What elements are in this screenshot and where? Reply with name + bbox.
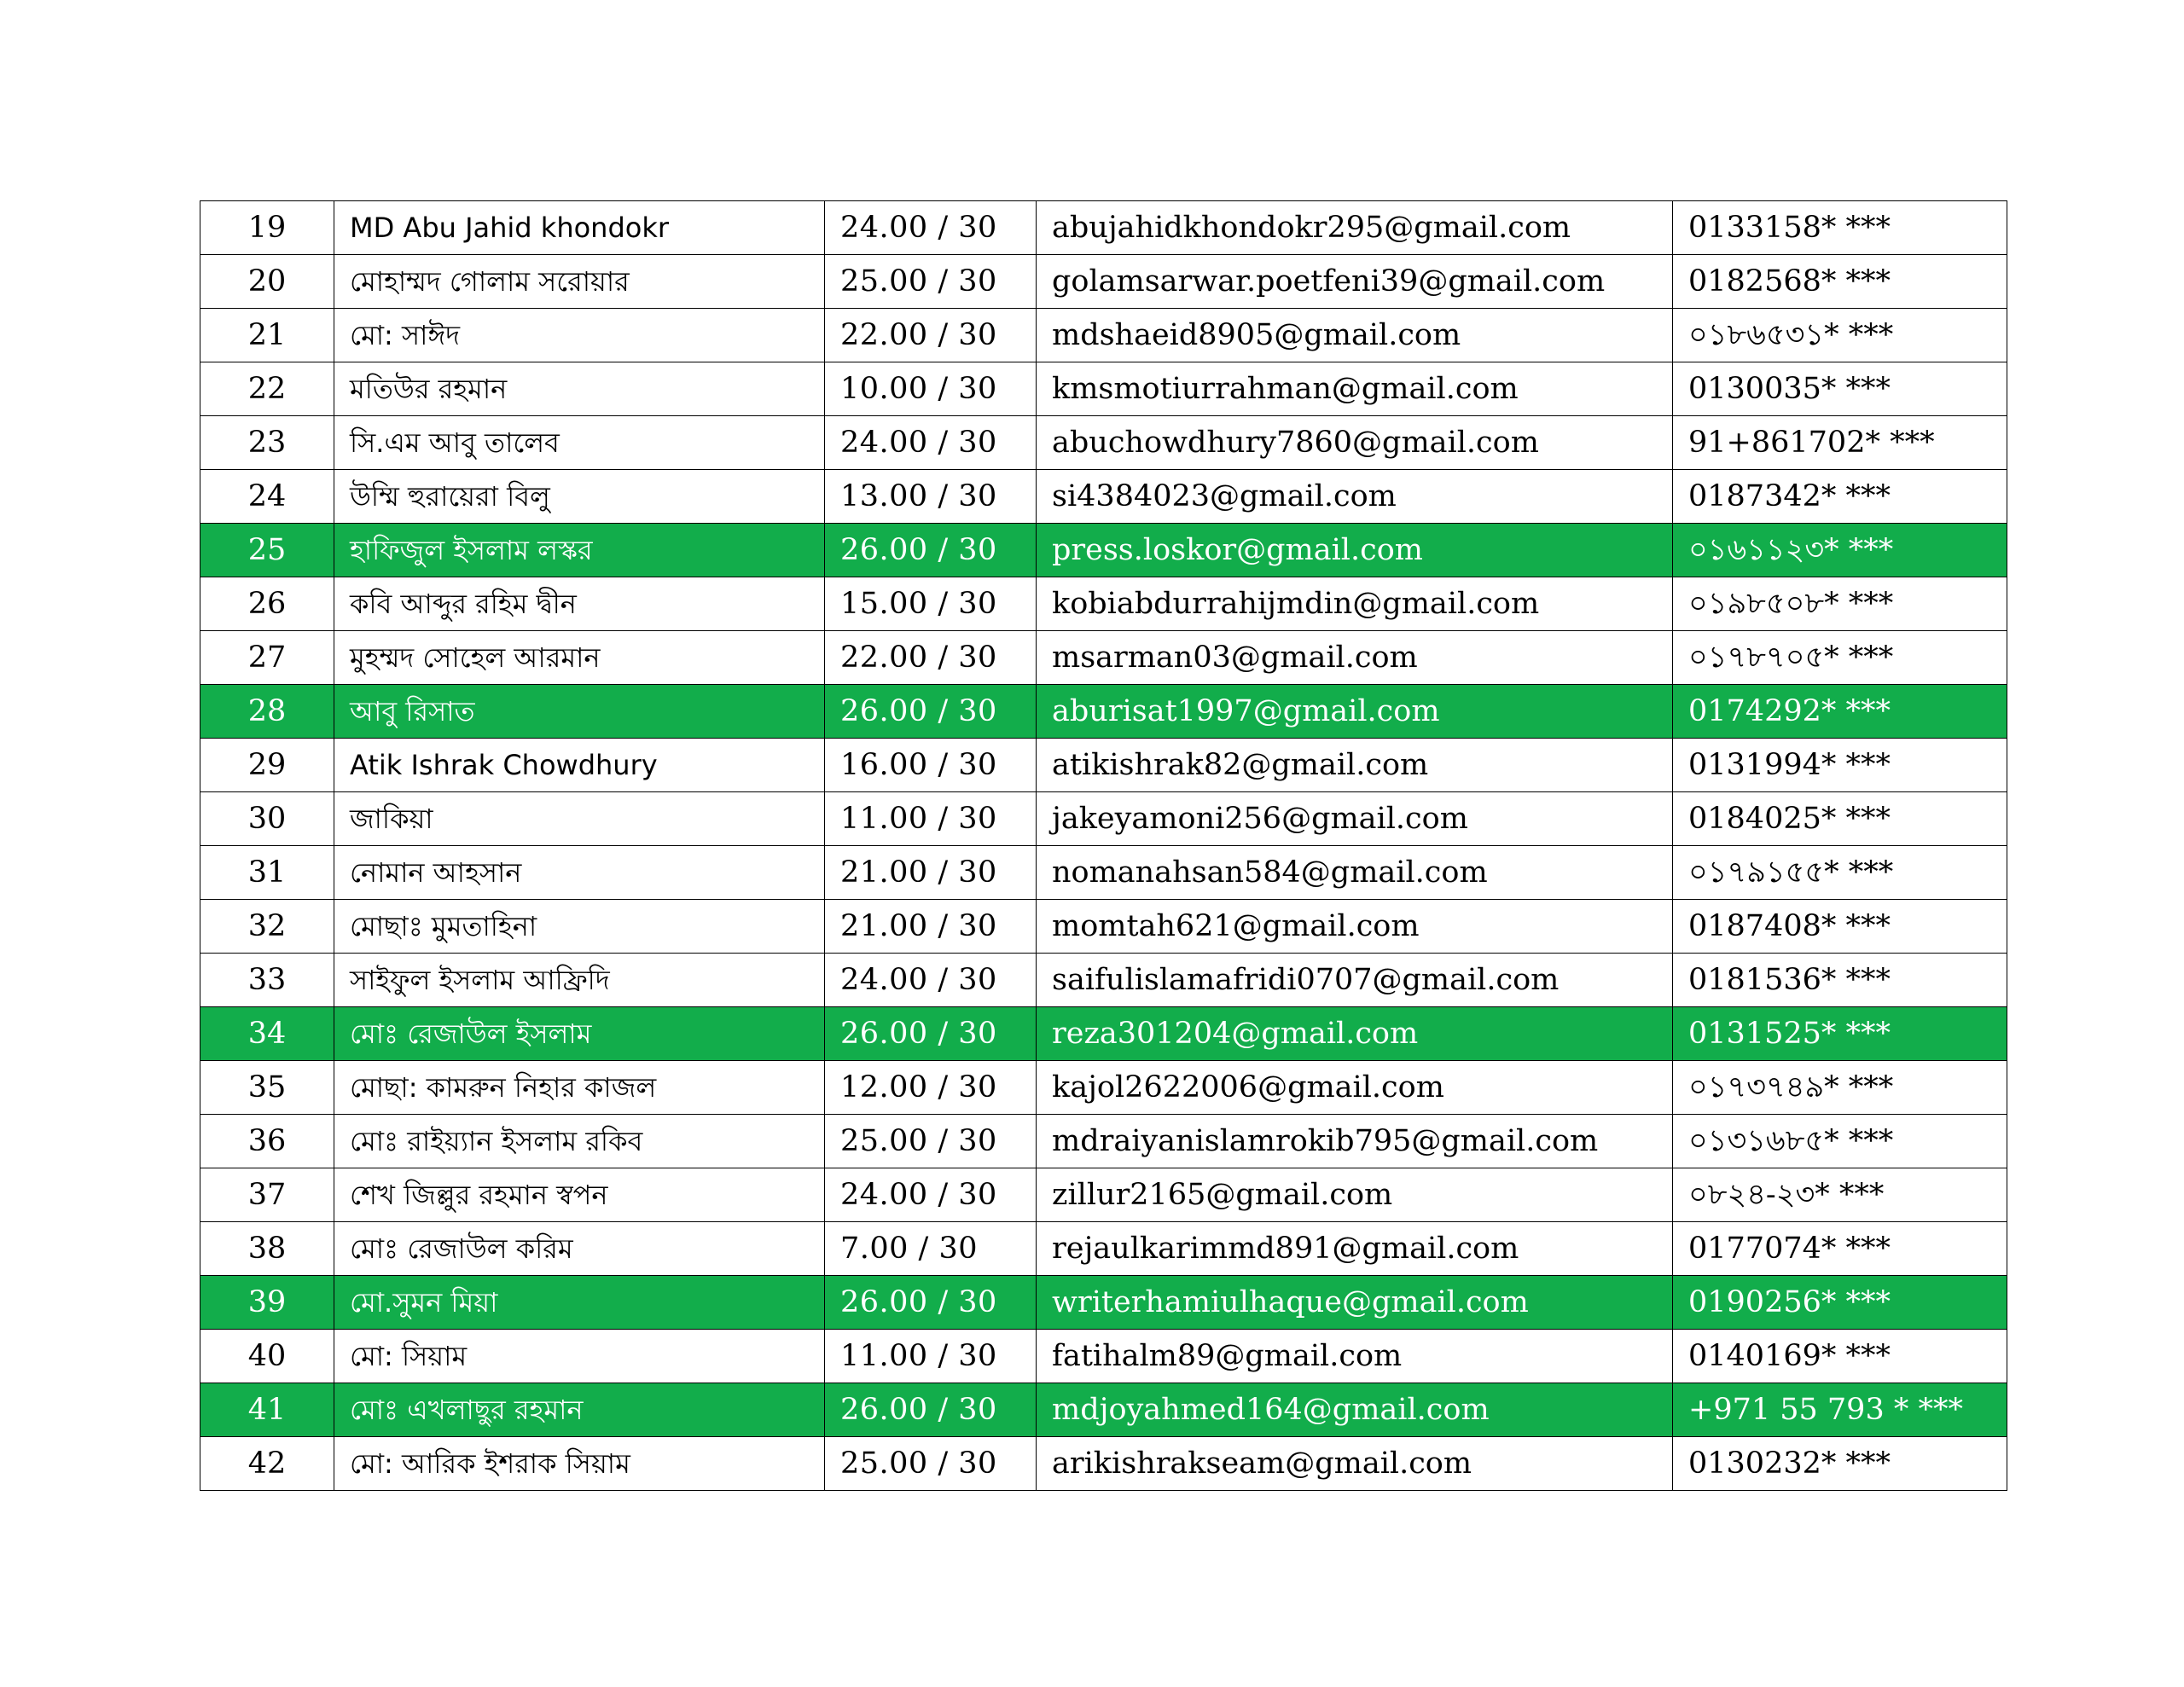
email-cell: aburisat1997@gmail.com xyxy=(1037,685,1673,739)
score-cell: 22.00 / 30 xyxy=(825,631,1037,685)
table-row xyxy=(200,739,2007,792)
serial-cell: 21 xyxy=(200,309,334,362)
score-cell: 15.00 / 30 xyxy=(825,577,1037,631)
email-cell: zillur2165@gmail.com xyxy=(1037,1168,1673,1222)
serial-cell: 28 xyxy=(200,685,334,739)
phone-cell: 0133158* *** xyxy=(1673,201,2007,255)
serial-cell: 35 xyxy=(200,1061,334,1115)
phone-cell: ০১৮৬৫৩১* *** xyxy=(1673,309,2007,362)
score-cell: 24.00 / 30 xyxy=(825,201,1037,255)
serial-cell: 39 xyxy=(200,1276,334,1330)
email-cell: reza301204@gmail.com xyxy=(1037,1007,1673,1061)
email-cell: nomanahsan584@gmail.com xyxy=(1037,846,1673,900)
score-cell: 21.00 / 30 xyxy=(825,900,1037,954)
phone-cell: 0184025* *** xyxy=(1673,792,2007,846)
score-cell: 12.00 / 30 xyxy=(825,1061,1037,1115)
serial-cell: 29 xyxy=(200,739,334,792)
name-cell: মো: সিয়াম xyxy=(334,1330,825,1383)
name-cell: মো.সুমন মিয়া xyxy=(334,1276,825,1330)
serial-cell: 30 xyxy=(200,792,334,846)
phone-cell: ০৮২৪-২৩* *** xyxy=(1673,1168,2007,1222)
score-cell: 24.00 / 30 xyxy=(825,1168,1037,1222)
serial-cell: 20 xyxy=(200,255,334,309)
email-cell: golamsarwar.poetfeni39@gmail.com xyxy=(1037,255,1673,309)
phone-cell: 0182568* *** xyxy=(1673,255,2007,309)
phone-cell: ০১৩১৬৮৫* *** xyxy=(1673,1115,2007,1168)
email-cell: kmsmotiurrahman@gmail.com xyxy=(1037,362,1673,416)
score-cell: 22.00 / 30 xyxy=(825,309,1037,362)
email-cell: jakeyamoni256@gmail.com xyxy=(1037,792,1673,846)
phone-cell: 0130232* *** xyxy=(1673,1437,2007,1491)
name-cell: Atik Ishrak Chowdhury xyxy=(334,739,825,792)
score-cell: 21.00 / 30 xyxy=(825,846,1037,900)
serial-cell: 37 xyxy=(200,1168,334,1222)
serial-cell: 23 xyxy=(200,416,334,470)
results-sheet xyxy=(200,200,2007,1491)
name-cell: আবু রিসাত xyxy=(334,685,825,739)
serial-cell: 26 xyxy=(200,577,334,631)
name-cell: মোঃ রাইয়্যান ইসলাম রকিব xyxy=(334,1115,825,1168)
table-row xyxy=(200,255,2007,309)
score-cell: 11.00 / 30 xyxy=(825,1330,1037,1383)
email-cell: atikishrak82@gmail.com xyxy=(1037,739,1673,792)
name-cell: মোঃ এখলাছুর রহমান xyxy=(334,1383,825,1437)
score-cell: 7.00 / 30 xyxy=(825,1222,1037,1276)
name-cell: কবি আব্দুর রহিম দ্বীন xyxy=(334,577,825,631)
email-cell: abujahidkhondokr295@gmail.com xyxy=(1037,201,1673,255)
name-cell: শেখ জিল্লুর রহমান স্বপন xyxy=(334,1168,825,1222)
table-row xyxy=(200,470,2007,524)
table-row xyxy=(200,1330,2007,1383)
email-cell: arikishrakseam@gmail.com xyxy=(1037,1437,1673,1491)
name-cell: সি.এম আবু তালেব xyxy=(334,416,825,470)
table-row xyxy=(200,416,2007,470)
table-row xyxy=(200,846,2007,900)
serial-cell: 36 xyxy=(200,1115,334,1168)
table-row xyxy=(200,1007,2007,1061)
name-cell: মুহম্মদ সোহেল আরমান xyxy=(334,631,825,685)
name-cell: নোমান আহসান xyxy=(334,846,825,900)
phone-cell: 0140169* *** xyxy=(1673,1330,2007,1383)
table-row xyxy=(200,1115,2007,1168)
serial-cell: 32 xyxy=(200,900,334,954)
name-cell: হাফিজুল ইসলাম লস্কর xyxy=(334,524,825,577)
email-cell: kajol2622006@gmail.com xyxy=(1037,1061,1673,1115)
score-cell: 24.00 / 30 xyxy=(825,416,1037,470)
email-cell: msarman03@gmail.com xyxy=(1037,631,1673,685)
name-cell: জাকিয়া xyxy=(334,792,825,846)
name-cell: মোঃ রেজাউল করিম xyxy=(334,1222,825,1276)
serial-cell: 33 xyxy=(200,954,334,1007)
serial-cell: 24 xyxy=(200,470,334,524)
score-cell: 10.00 / 30 xyxy=(825,362,1037,416)
name-cell: MD Abu Jahid khondokr xyxy=(334,201,825,255)
score-cell: 26.00 / 30 xyxy=(825,1276,1037,1330)
score-cell: 16.00 / 30 xyxy=(825,739,1037,792)
serial-cell: 31 xyxy=(200,846,334,900)
email-cell: rejaulkarimmd891@gmail.com xyxy=(1037,1222,1673,1276)
phone-cell: +971 55 793 * *** xyxy=(1673,1383,2007,1437)
phone-cell: 0181536* *** xyxy=(1673,954,2007,1007)
score-cell: 25.00 / 30 xyxy=(825,255,1037,309)
serial-cell: 41 xyxy=(200,1383,334,1437)
serial-cell: 42 xyxy=(200,1437,334,1491)
email-cell: writerhamiulhaque@gmail.com xyxy=(1037,1276,1673,1330)
table-row xyxy=(200,1168,2007,1222)
name-cell: মো: আরিক ইশরাক সিয়াম xyxy=(334,1437,825,1491)
table-row xyxy=(200,1437,2007,1491)
table-row xyxy=(200,362,2007,416)
table-row xyxy=(200,1276,2007,1330)
serial-cell: 22 xyxy=(200,362,334,416)
phone-cell: ০১৭৮৭০৫* *** xyxy=(1673,631,2007,685)
phone-cell: 0187342* *** xyxy=(1673,470,2007,524)
table-row xyxy=(200,685,2007,739)
email-cell: si4384023@gmail.com xyxy=(1037,470,1673,524)
score-cell: 26.00 / 30 xyxy=(825,1007,1037,1061)
email-cell: kobiabdurrahijmdin@gmail.com xyxy=(1037,577,1673,631)
serial-cell: 25 xyxy=(200,524,334,577)
phone-cell: 0190256* *** xyxy=(1673,1276,2007,1330)
name-cell: মোঃ রেজাউল ইসলাম xyxy=(334,1007,825,1061)
score-cell: 24.00 / 30 xyxy=(825,954,1037,1007)
table-row xyxy=(200,309,2007,362)
name-cell: মতিউর রহমান xyxy=(334,362,825,416)
email-cell: mdshaeid8905@gmail.com xyxy=(1037,309,1673,362)
table-row xyxy=(200,201,2007,255)
table-row xyxy=(200,900,2007,954)
phone-cell: ০১৭৩৭৪৯* *** xyxy=(1673,1061,2007,1115)
score-cell: 26.00 / 30 xyxy=(825,1383,1037,1437)
name-cell: মোছা: কামরুন নিহার কাজল xyxy=(334,1061,825,1115)
table-row xyxy=(200,792,2007,846)
phone-cell: 91+861702* *** xyxy=(1673,416,2007,470)
table-row xyxy=(200,1222,2007,1276)
name-cell: মোহাম্মদ গোলাম সরোয়ার xyxy=(334,255,825,309)
score-cell: 13.00 / 30 xyxy=(825,470,1037,524)
results-table-body xyxy=(200,201,2007,1491)
phone-cell: ০১৯৮৫০৮* *** xyxy=(1673,577,2007,631)
table-row xyxy=(200,1061,2007,1115)
table-row xyxy=(200,1383,2007,1437)
score-cell: 26.00 / 30 xyxy=(825,524,1037,577)
phone-cell: 0131525* *** xyxy=(1673,1007,2007,1061)
table-row xyxy=(200,954,2007,1007)
email-cell: abuchowdhury7860@gmail.com xyxy=(1037,416,1673,470)
name-cell: মোছাঃ মুমতাহিনা xyxy=(334,900,825,954)
results-table xyxy=(200,200,2007,1491)
name-cell: সাইফুল ইসলাম আফ্রিদি xyxy=(334,954,825,1007)
table-row xyxy=(200,631,2007,685)
serial-cell: 40 xyxy=(200,1330,334,1383)
email-cell: saifulislamafridi0707@gmail.com xyxy=(1037,954,1673,1007)
email-cell: mdraiyanislamrokib795@gmail.com xyxy=(1037,1115,1673,1168)
phone-cell: 0130035* *** xyxy=(1673,362,2007,416)
serial-cell: 38 xyxy=(200,1222,334,1276)
phone-cell: 0131994* *** xyxy=(1673,739,2007,792)
serial-cell: 19 xyxy=(200,201,334,255)
serial-cell: 34 xyxy=(200,1007,334,1061)
name-cell: উম্মি হুরায়েরা বিলু xyxy=(334,470,825,524)
score-cell: 11.00 / 30 xyxy=(825,792,1037,846)
phone-cell: 0174292* *** xyxy=(1673,685,2007,739)
phone-cell: 0177074* *** xyxy=(1673,1222,2007,1276)
serial-cell: 27 xyxy=(200,631,334,685)
email-cell: fatihalm89@gmail.com xyxy=(1037,1330,1673,1383)
phone-cell: ০১৭৯১৫৫* *** xyxy=(1673,846,2007,900)
name-cell: মো: সাঈদ xyxy=(334,309,825,362)
email-cell: press.loskor@gmail.com xyxy=(1037,524,1673,577)
email-cell: mdjoyahmed164@gmail.com xyxy=(1037,1383,1673,1437)
table-row xyxy=(200,524,2007,577)
email-cell: momtah621@gmail.com xyxy=(1037,900,1673,954)
score-cell: 25.00 / 30 xyxy=(825,1115,1037,1168)
score-cell: 25.00 / 30 xyxy=(825,1437,1037,1491)
phone-cell: ০১৬১১২৩* *** xyxy=(1673,524,2007,577)
score-cell: 26.00 / 30 xyxy=(825,685,1037,739)
table-row xyxy=(200,577,2007,631)
phone-cell: 0187408* *** xyxy=(1673,900,2007,954)
